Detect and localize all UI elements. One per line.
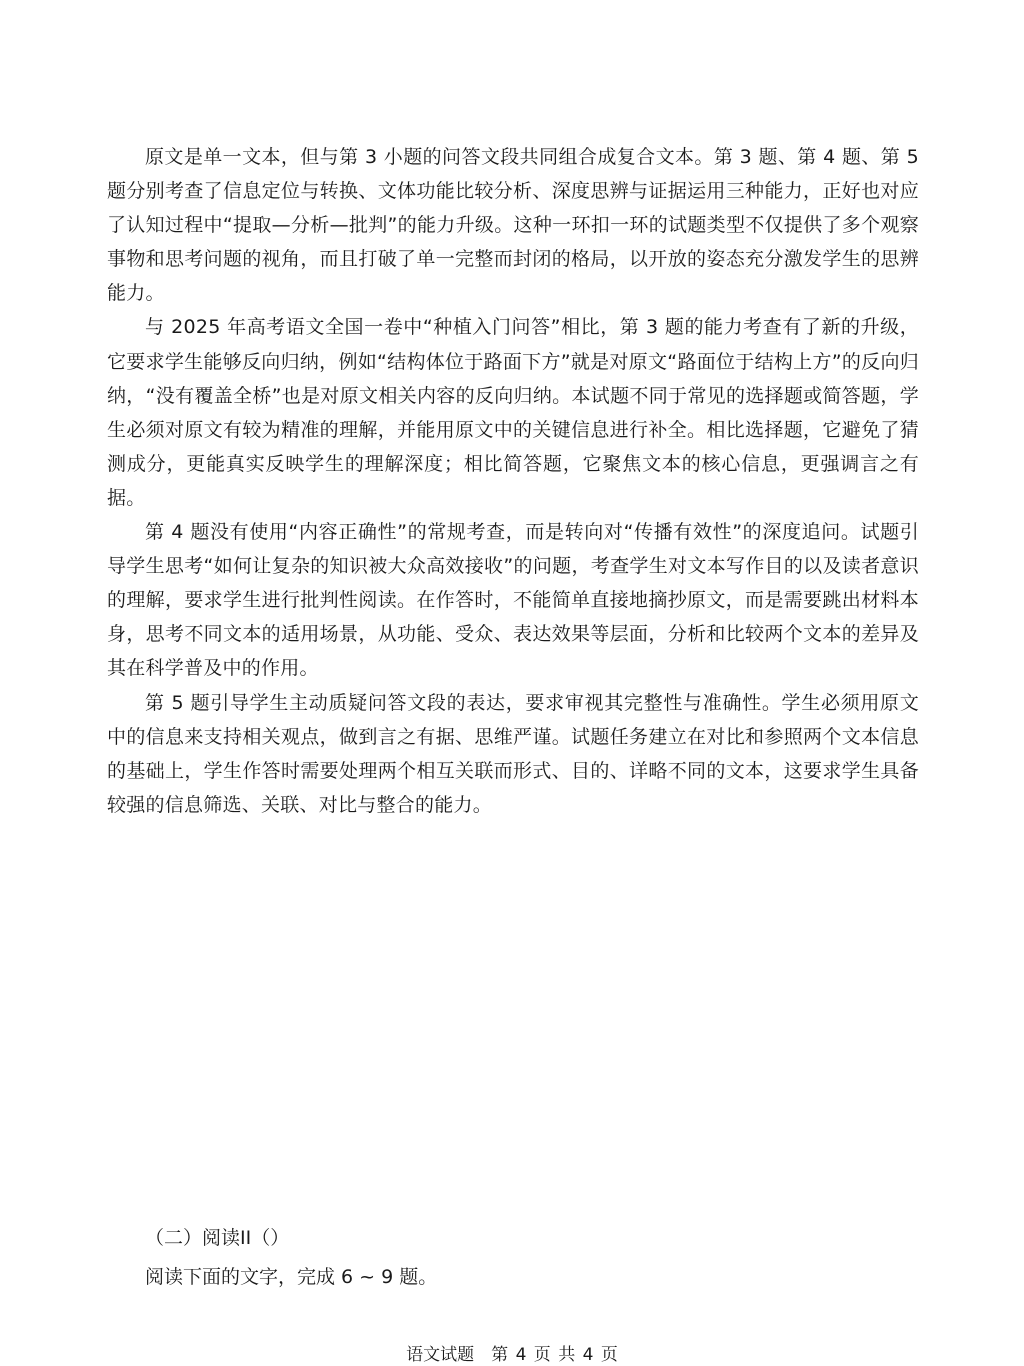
paragraph-3: 第 4 题没有使用“内容正确性”的常规考查，而是转向对“传播有效性”的深度追问。试题引导学生思考“如何让复杂的知识被大众高效接收”的问题，考查学生对文本写作目的以及读者意识的理解，要求学生进行批判性阅读。在作答时，不能简单直接地摘抄原文，而是需要跳出材料本身，思考不同文本的适用场景，从功能、受众、表达效果等层面，分析和比较两个文本的差异及其在科学普及中的作用。 [107, 521, 919, 680]
paragraph-2: 与 2025 年高考语文全国一卷中“种植入门问答”相比，第 3 题的能力考查有了新的升级，它要求学生能够反向归纳，例如“结构体位于路面下方”就是对原文“路面位于结构上方”的反向归纳，“没有覆盖全桥”也是对原文相关内容的反向归纳。本试题不同于常见的选择题或简答题，学生必须对原文有较为精准的理解，并能用原文中的关键信息进行补全。相比选择题，它避免了猜测成分，更能真实反映学生的理解深度；相比简答题，它聚焦文本的核心信息，更强调言之有据。 [107, 316, 919, 509]
paragraph-1: 原文是单一文本，但与第 3 小题的问答文段共同组合成复合文本。第 3 题、第 4 题、第 5 题分别考查了信息定位与转换、文体功能比较分析、深度思辨与证据运用三种能力，正好也对应了认知过程中“提取—分析—批判”的能力升级。这种一环扣一环的试题类型不仅提供了多个观察事物和思考问题的视角，而且打破了单一完整而封闭的格局，以开放的姿态充分激发学生的思辨能力。 [107, 146, 919, 305]
analysis-text [107, 140, 919, 822]
section-instruction: 阅读下面的文字，完成 6 ~ 9 题。 [145, 1266, 438, 1288]
section-heading: （二）阅读II（） [145, 1227, 290, 1249]
paragraph-4: 第 5 题引导学生主动质疑问答文段的表达，要求审视其完整性与准确性。学生必须用原文中的信息来支持相关观点，做到言之有据、思维严谨。试题任务建立在对比和参照两个文本信息的基础上，学生作答时需要处理两个相互关联而形式、目的、详略不同的文本，这要求学生具备较强的信息筛选、关联、对比与整合的能力。 [107, 691, 919, 816]
page-footer: 语文试题 第 4 页 共 4 页 [406, 1345, 618, 1365]
